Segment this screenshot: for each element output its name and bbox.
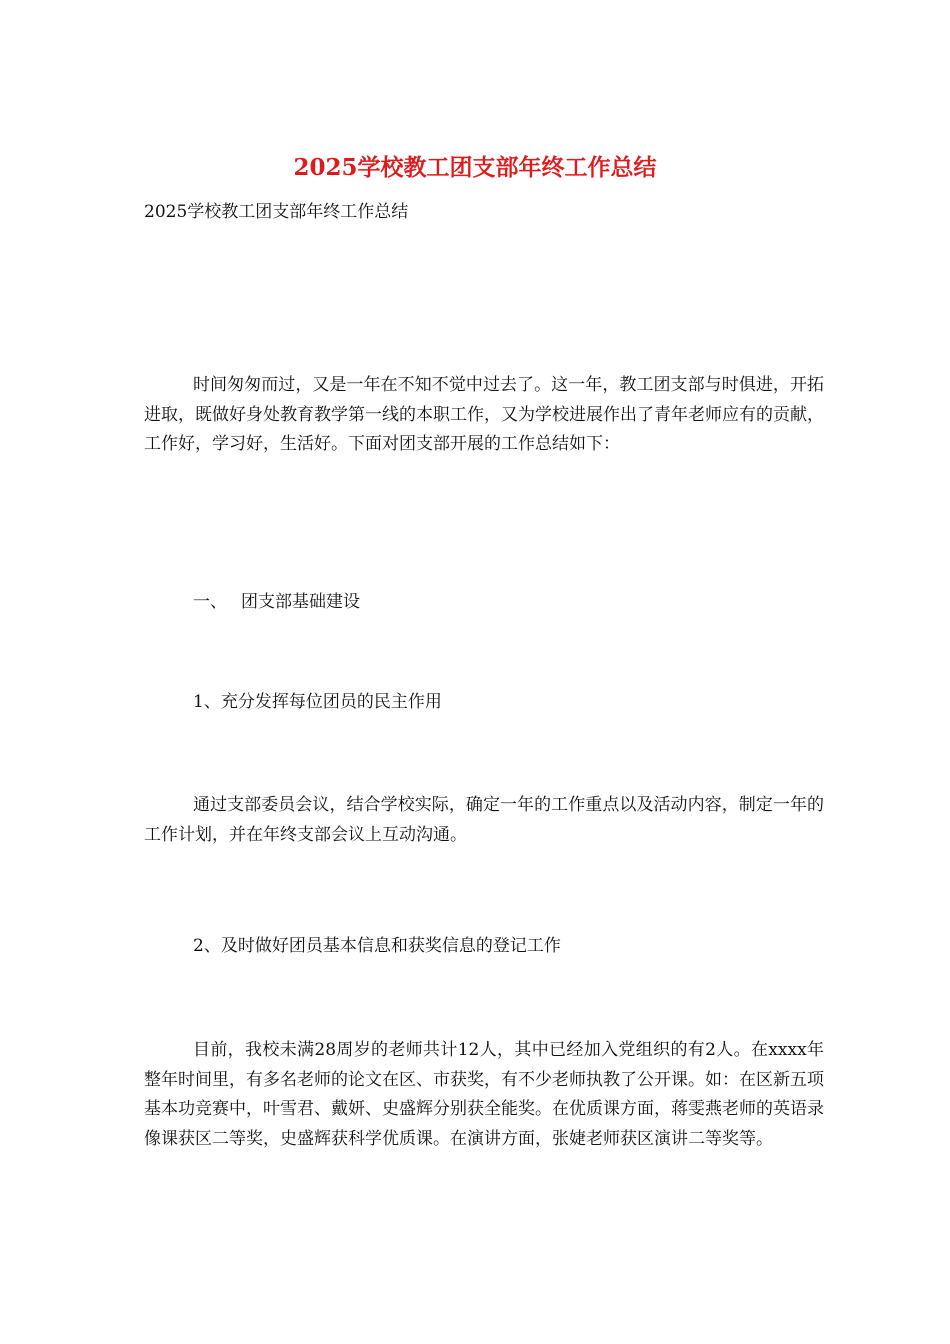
- item-heading-1: 1、充分发挥每位团员的民主作用: [193, 692, 442, 712]
- document-subtitle: 2025学校教工团支部年终工作总结: [144, 202, 409, 222]
- intro-paragraph: 时间匆匆而过，又是一年在不知不觉中过去了。这一年，教工团支部与时俱进，开拓进取，既做好身处教育教学第一线的本职工作，又为学校进展作出了青年老师应有的贡献，工作好，学习好，生活好。下面对团支部开展的工作总结如下：: [144, 375, 824, 454]
- section-title: 团支部基础建设: [241, 592, 360, 612]
- item-body-1: 通过支部委员会议，结合学校实际，确定一年的工作重点以及活动内容，制定一年的工作计划，并在年终支部会议上互动沟通。: [144, 795, 824, 845]
- document-title: 2025学校教工团支部年终工作总结: [293, 154, 657, 181]
- item-heading-2: 2、及时做好团员基本信息和获奖信息的登记工作: [193, 936, 561, 956]
- section-heading-1: [193, 589, 360, 615]
- section-number: 一、: [193, 592, 227, 612]
- item-body-2: 目前，我校未满28周岁的老师共计12人，其中已经加入党组织的有2人。在xxxx年整年时间里，有多名老师的论文在区、市获奖，有不少老师执教了公开课。如：在区新五项基本功竞赛中，叶雪君、戴妍、史盛辉分别获全能奖。在优质课方面，蒋雯燕老师的英语录像课获区二等奖，史盛辉获科学优质课。在演讲方面，张婕老师获区演讲二等奖等。: [144, 1040, 824, 1149]
